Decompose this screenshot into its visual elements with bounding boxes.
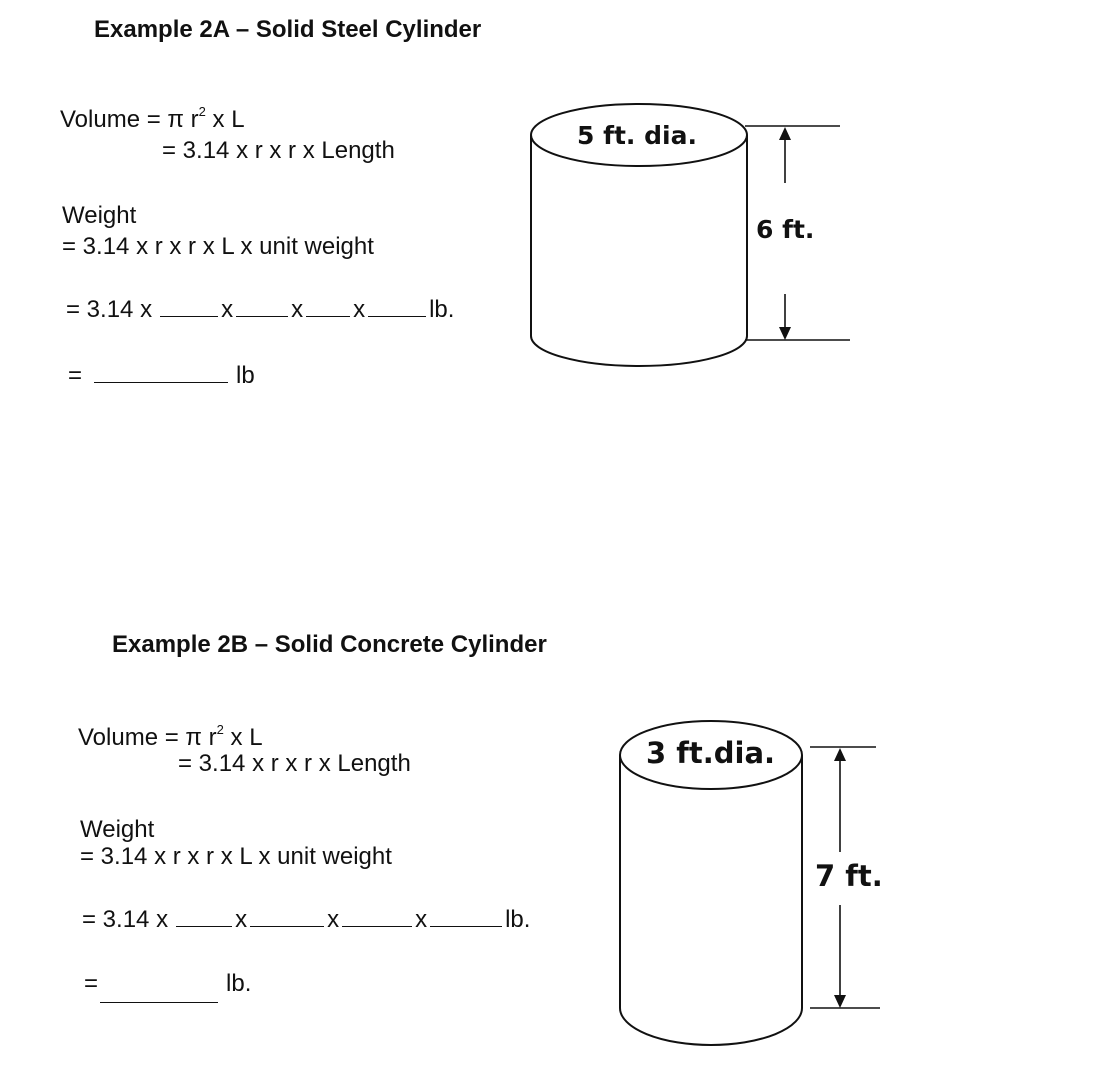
- ex2a-height-label: 6 ft.: [756, 215, 815, 244]
- ex2a-x-1: x: [221, 296, 234, 323]
- ex2b-volume-expanded: = 3.14 x r x r x Length: [178, 750, 411, 777]
- ex2b-weight-formula: = 3.14 x r x r x L x unit weight: [80, 843, 392, 870]
- ex2b-result-unit: lb.: [226, 970, 252, 997]
- ex2b-weight-label: Weight: [80, 816, 155, 843]
- ex2b-calc-start: = 3.14 x: [82, 906, 169, 933]
- ex2b-x-1: x: [235, 906, 248, 933]
- ex2a-result-unit: lb: [236, 362, 255, 389]
- ex2a-x-2: x: [291, 296, 304, 323]
- ex2a-weight-label: Weight: [62, 202, 137, 229]
- ex2a-volume-suffix: x L: [205, 106, 245, 133]
- ex2b-volume-exponent: 2: [216, 722, 224, 737]
- ex2b-x-2: x: [327, 906, 340, 933]
- ex2a-volume-exponent: 2: [198, 104, 206, 119]
- ex2b-diameter-label: 3 ft.dia.: [646, 736, 776, 770]
- ex2a-volume-prefix: Volume = π r: [60, 106, 199, 133]
- ex2a-x-3: x: [353, 296, 366, 323]
- ex2a-volume-expanded: = 3.14 x r x r x Length: [162, 137, 395, 164]
- ex2a-result-equals: =: [68, 362, 83, 389]
- ex2b-calc-unit: lb.: [505, 906, 531, 933]
- ex2a-calc-start: = 3.14 x: [66, 296, 153, 323]
- ex2a-cylinder-bottom: [531, 336, 747, 366]
- ex2a-weight-formula: = 3.14 x r x r x L x unit weight: [62, 233, 374, 260]
- example-2a-title: Example 2A – Solid Steel Cylinder: [94, 16, 482, 43]
- ex2a-calc-unit: lb.: [429, 296, 455, 323]
- ex2b-x-3: x: [415, 906, 428, 933]
- ex2a-diameter-label: 5 ft. dia.: [577, 121, 697, 150]
- ex2b-height-label: 7 ft.: [815, 859, 883, 893]
- ex2b-volume-suffix: x L: [223, 724, 263, 751]
- example-2b-title: Example 2B – Solid Concrete Cylinder: [112, 631, 547, 658]
- ex2b-cylinder-bottom: [620, 1008, 802, 1045]
- ex2b-volume-prefix: Volume = π r: [78, 724, 217, 751]
- ex2b-result-equals: =: [84, 970, 99, 997]
